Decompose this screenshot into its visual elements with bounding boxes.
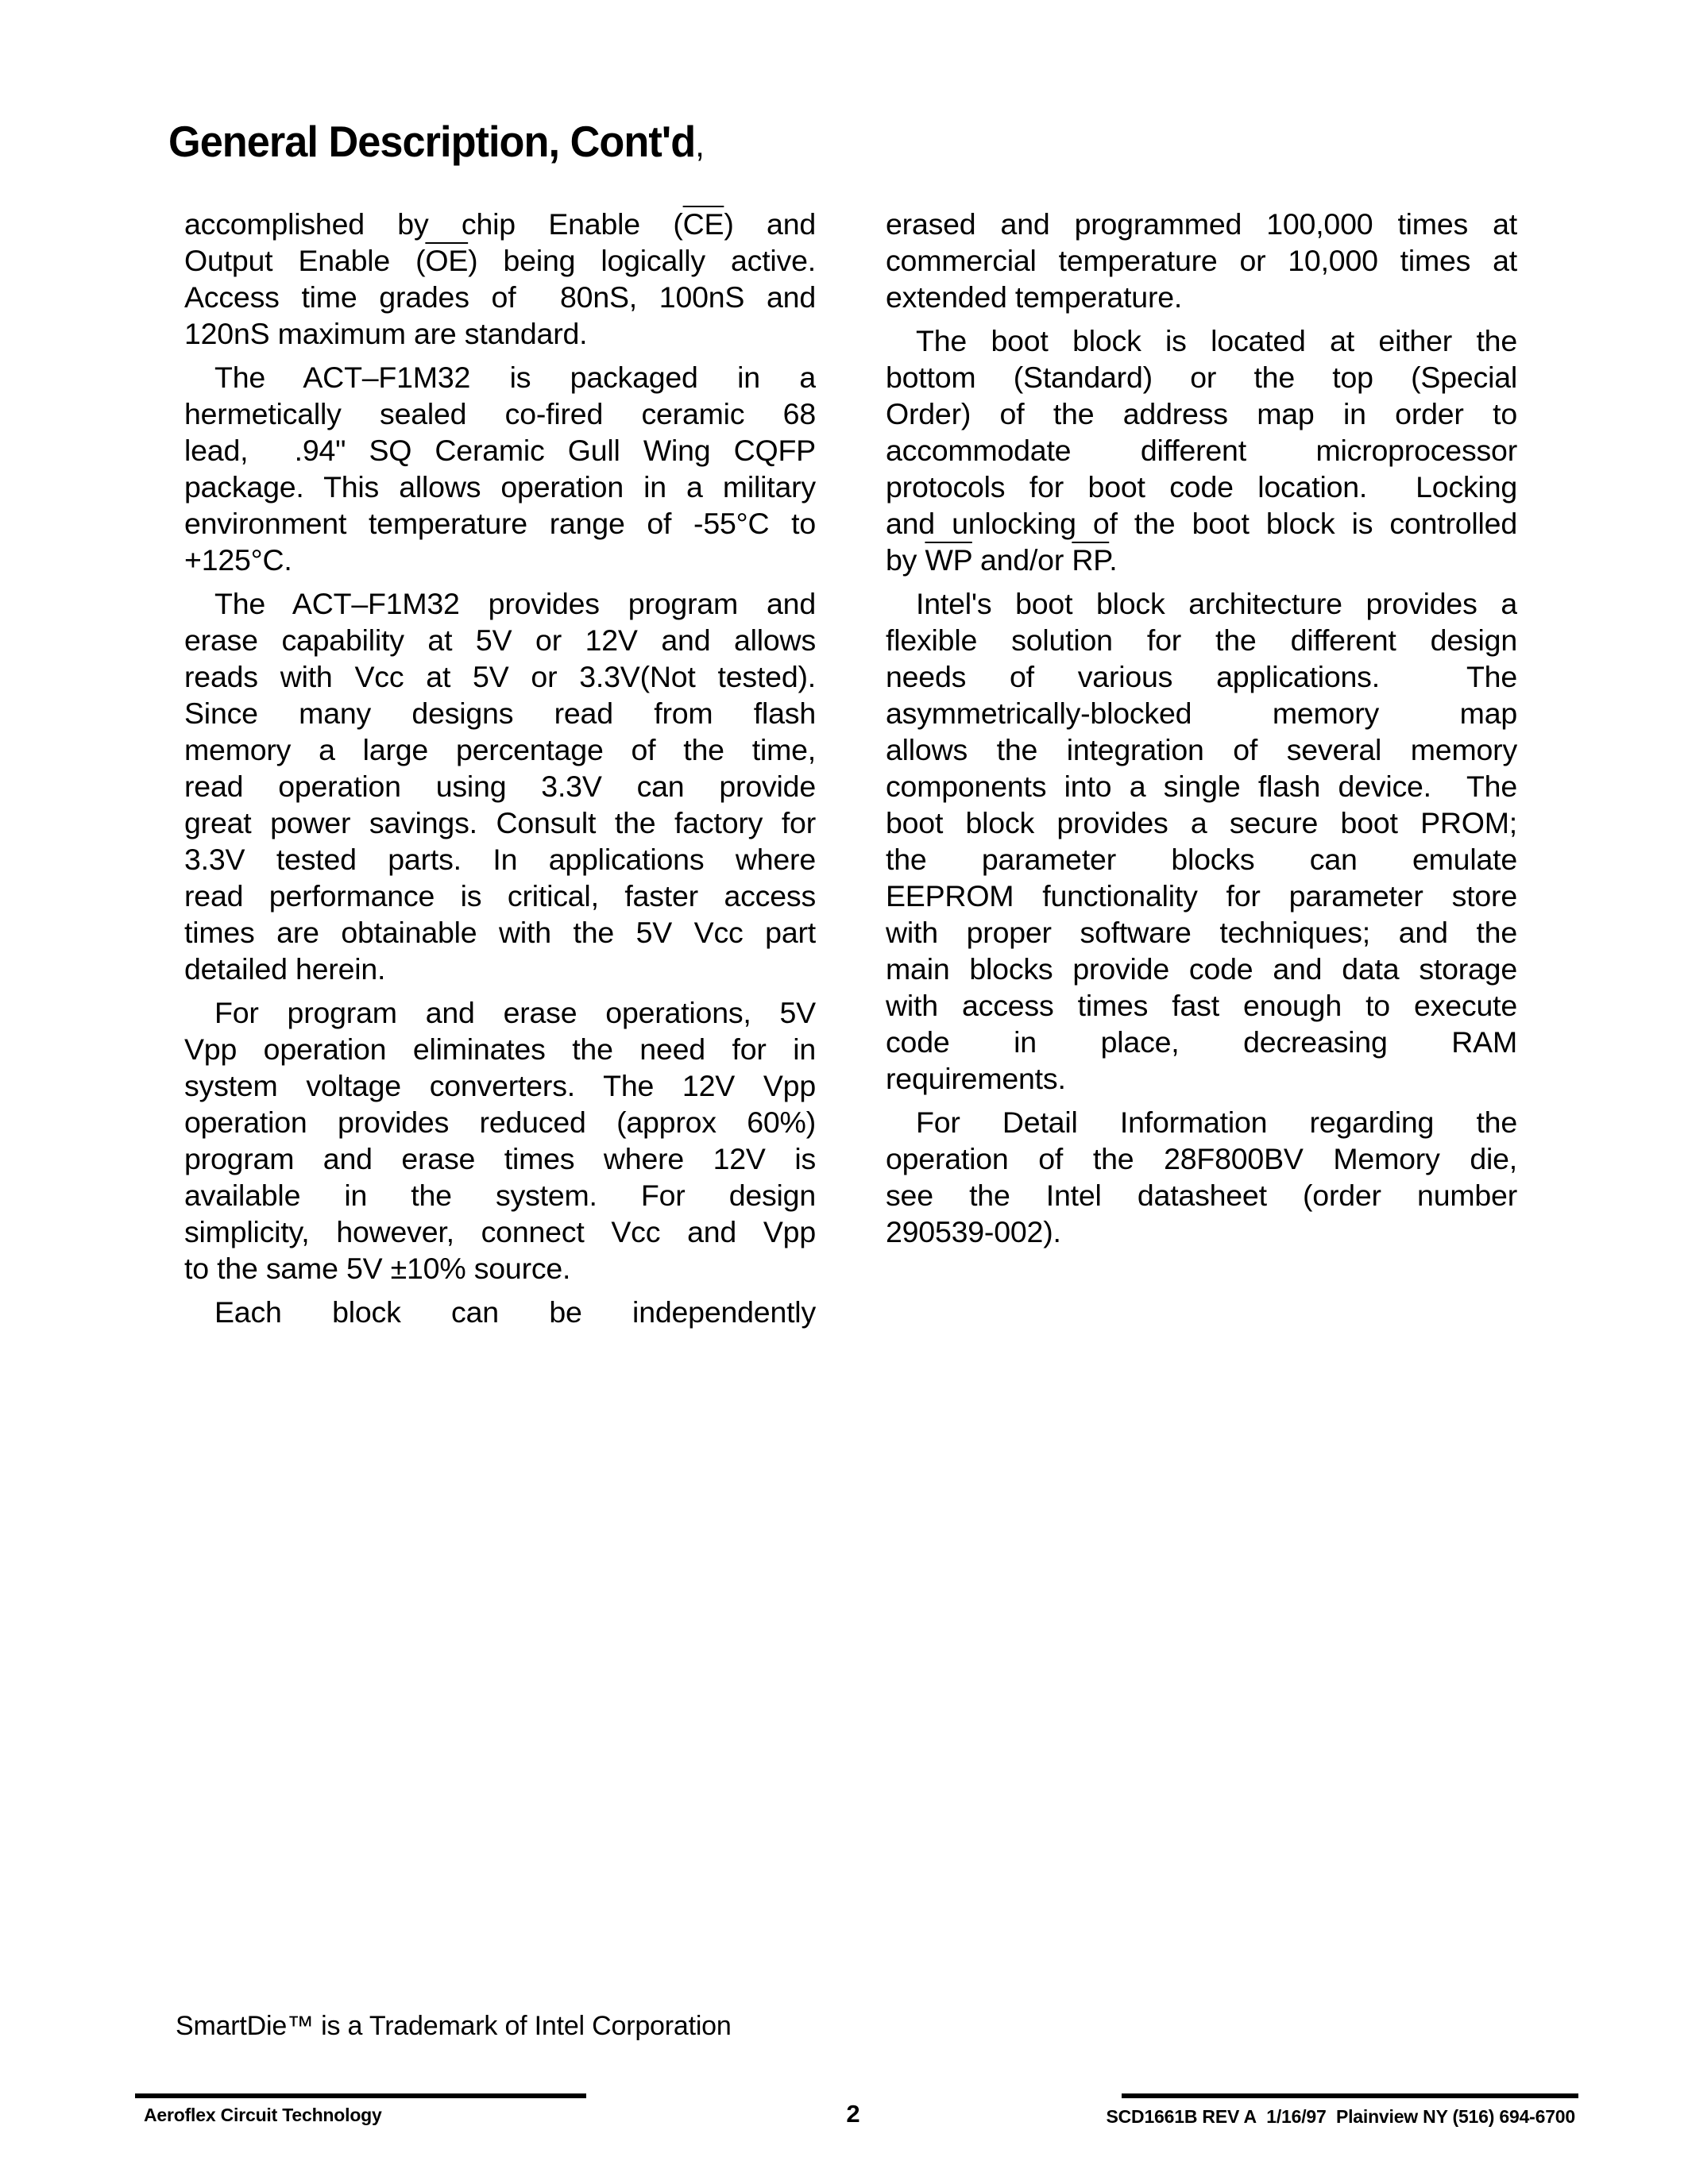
page-title <box>168 118 704 166</box>
text-line: Intel's boot block architecture provides a <box>916 587 1517 620</box>
text-line: and unlocking of the boot block is controlled <box>886 507 1517 540</box>
text-line: protocols for boot code location. Locking <box>886 470 1517 504</box>
text-line: 120nS maximum are standard. <box>184 317 588 350</box>
text-line: the parameter blocks can emulate <box>886 843 1517 876</box>
text-line: to the same 5V ±10% source. <box>184 1252 571 1285</box>
text-line: accomplished by chip Enable $(\overline{CE})$ and <box>184 207 816 241</box>
text-line: reads with Vcc at 5V or 3.3V(Not tested). <box>184 660 816 693</box>
text-line: extended temperature. <box>886 280 1183 314</box>
text-line: For Detail Information regarding the <box>916 1106 1517 1139</box>
text-line: erased and programmed 100,000 times at <box>886 207 1517 241</box>
text-line: boot block provides a secure boot PROM; <box>886 806 1517 839</box>
footer-company: Aeroflex Circuit Technology <box>144 2105 382 2125</box>
text-line: The ACT–F1M32 provides program and <box>214 587 816 620</box>
paragraph <box>886 206 1517 315</box>
text-line: 290539-002). <box>886 1215 1061 1248</box>
overlined-signal-name: $\overline{WP}$ <box>925 543 972 577</box>
footer-rule-left <box>135 2093 586 2098</box>
text-line: simplicity, however, connect Vcc and Vpp <box>184 1215 816 1248</box>
paragraph <box>184 1294 816 1330</box>
paragraph <box>184 359 816 578</box>
text-line: Each block can be independently <box>214 1295 816 1329</box>
text-line: The boot block is located at either the <box>916 324 1517 357</box>
text-line: by $\overline{WP}$ and/or $\overline{RP}$. <box>886 543 1118 577</box>
text-line: code in place, decreasing RAM <box>886 1025 1517 1059</box>
text-line: memory a large percentage of the time, <box>184 733 816 766</box>
paragraph <box>886 1104 1517 1250</box>
text-line: with proper software techniques; and the <box>886 916 1517 949</box>
left-column <box>184 206 816 1337</box>
trademark-note: SmartDie™ is a Trademark of Intel Corporation <box>176 2011 732 2041</box>
text-line: Access time grades of 80nS, 100nS and <box>184 280 816 314</box>
text-line: operation provides reduced (approx 60%) <box>184 1106 816 1139</box>
text-line: read performance is critical, faster access <box>184 879 816 913</box>
page-title-comma: , <box>695 125 704 164</box>
text-line: Output Enable $(\overline{OE})$ being logically active. <box>184 244 816 277</box>
text-line: great power savings. Consult the factory for <box>184 806 816 839</box>
overlined-signal-name: $\overline{RP}$ <box>1072 543 1110 577</box>
text-line: For program and erase operations, 5V <box>214 996 816 1029</box>
text-line: detailed herein. <box>184 952 386 986</box>
text-line: Vpp operation eliminates the need for in <box>184 1032 816 1066</box>
text-line: commercial temperature or 10,000 times at <box>886 244 1517 277</box>
text-line: allows the integration of several memory <box>886 733 1517 766</box>
footer-page-number: 2 <box>846 2100 860 2128</box>
text-line: environment temperature range of -55°C to <box>184 507 816 540</box>
footer-doc-ref: SCD1661B REV A 1/16/97 Plainview NY (516) 694-6700 <box>1106 2106 1575 2127</box>
paragraph <box>886 585 1517 1097</box>
text-line: hermetically sealed co-fired ceramic 68 <box>184 397 816 430</box>
text-line: package. This allows operation in a military <box>184 470 816 504</box>
text-line: asymmetrically-blocked memory map <box>886 696 1517 730</box>
page-title-text: General Description, Cont'd <box>168 117 696 166</box>
text-line: +125°C. <box>184 543 292 577</box>
footer-rule-right <box>1122 2093 1578 2098</box>
paragraph <box>184 585 816 987</box>
text-line: operation of the 28F800BV Memory die, <box>886 1142 1517 1175</box>
text-line: available in the system. For design <box>184 1179 816 1212</box>
text-line: main blocks provide code and data storage <box>886 952 1517 986</box>
text-line: The ACT–F1M32 is packaged in a <box>214 361 816 394</box>
paragraph <box>184 206 816 352</box>
text-line: read operation using 3.3V can provide <box>184 770 816 803</box>
right-column <box>886 206 1517 1257</box>
overlined-signal-name: $\overline{CE}$ <box>682 207 724 241</box>
text-line: with access times fast enough to execute <box>886 989 1517 1022</box>
text-line: components into a single flash device. The <box>886 770 1517 803</box>
text-line: lead, .94" SQ Ceramic Gull Wing CQFP <box>184 434 816 467</box>
text-line: Since many designs read from flash <box>184 696 816 730</box>
text-line: see the Intel datasheet (order number <box>886 1179 1517 1212</box>
paragraph <box>886 322 1517 578</box>
text-line: erase capability at 5V or 12V and allows <box>184 623 816 657</box>
overlined-signal-name: $\overline{OE}$ <box>425 244 469 277</box>
text-line: bottom (Standard) or the top (Special <box>886 361 1517 394</box>
text-line: EEPROM functionality for parameter store <box>886 879 1517 913</box>
text-line: needs of various applications. The <box>886 660 1517 693</box>
text-line: times are obtainable with the 5V Vcc part <box>184 916 816 949</box>
text-line: accommodate different microprocessor <box>886 434 1517 467</box>
text-line: Order) of the address map in order to <box>886 397 1517 430</box>
text-line: requirements. <box>886 1062 1066 1095</box>
paragraph <box>184 994 816 1287</box>
text-line: system voltage converters. The 12V Vpp <box>184 1069 816 1102</box>
text-line: program and erase times where 12V is <box>184 1142 816 1175</box>
text-line: flexible solution for the different design <box>886 623 1517 657</box>
text-line: 3.3V tested parts. In applications where <box>184 843 816 876</box>
